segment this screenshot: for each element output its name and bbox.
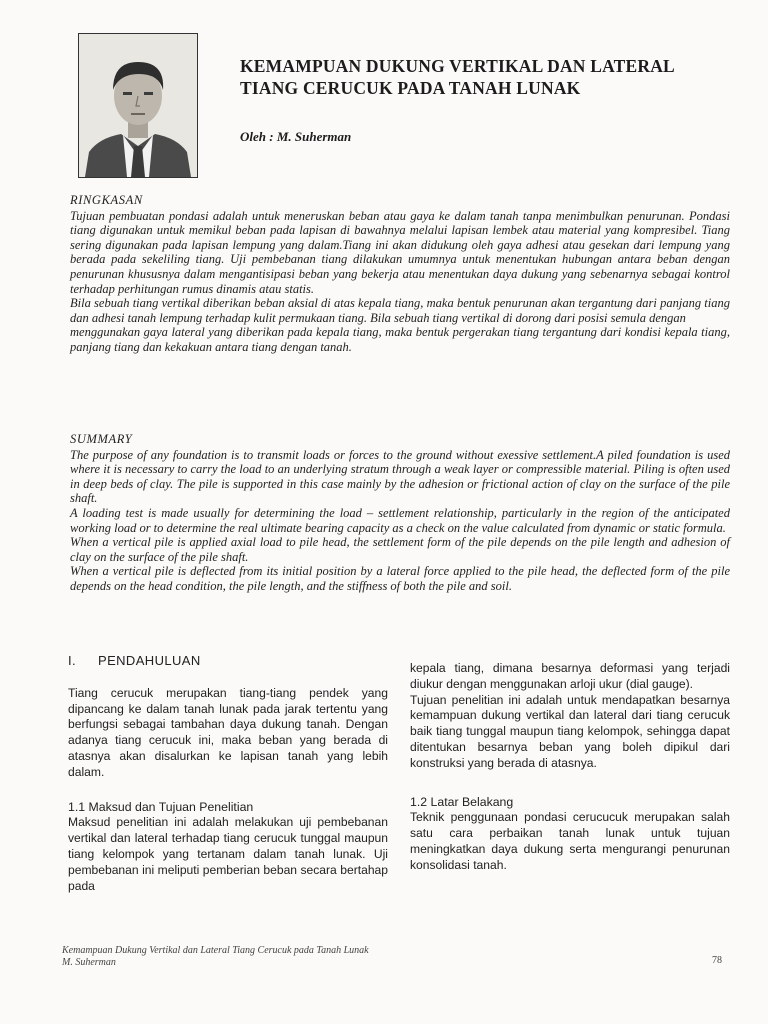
summary-heading: SUMMARY xyxy=(70,432,133,446)
ringkasan-paragraph-3: menggunakan gaya lateral yang diberikan pada kepala tiang, maka bentuk pergerakan tiang tergantung dari kondisi kepala tiang, panjang tiang dan kekakuan antara tiang dengan tanah. xyxy=(70,325,730,354)
ringkasan-paragraph-2: Bila sebuah tiang vertikal diberikan beban aksial di atas kepala tiang, maka bentuk penurunan akan tergantung dari panjang tiang dan adhesi tanah lempung terhadap kulit permukaan tiang. Bila sebuah tiang vertikal di dorong dari posisi semula dengan xyxy=(70,296,730,325)
ringkasan-abstract xyxy=(70,193,730,355)
subsection-1-text: Maksud penelitian ini adalah melakukan uji pembebanan vertikal dan lateral terhadap tiang cerucuk tunggal maupun tiang kelompok yang tertanam dalam tanah lunak. Uji pembebanan ini meliputi pemberian beban secara bertahap pada xyxy=(68,815,388,893)
title-line-2: TIANG CERUCUK PADA TANAH LUNAK xyxy=(240,78,581,98)
summary-paragraph-3: When a vertical pile is applied axial load to pile head, the settlement form of the pile depends on the pile length and adhesion of clay on the surface of the pile shaft. xyxy=(70,535,730,564)
continuation-paragraph: kepala tiang, dimana besarnya deformasi yang terjadi diukur dengan menggunakan arloji ukur (dial gauge). xyxy=(410,661,730,691)
ringkasan-paragraph-1: Tujuan pembuatan pondasi adalah untuk meneruskan beban atau gaya ke dalam tanah tanpa menimbulkan penurunan. Pondasi tiang digunakan untuk memikul beban pada lapisan di bawahnya melalui lapisan lembek atau material yang kompresibel. Tiang sering digunakan pada lapisan lempung yang dalam.Tiang ini akan didukung oleh gaya adhesi atau gesekan dari lempung yang berada pada sekeliling tiang. Uji pembebanan tiang dilakukan umumnya untuk menentukan hubungan antara beban dengan penurunan khususnya dalam mengantisipasi beban yang bekerja atau menentukan daya dukung yang sebenarnya sebagai kontrol terhadap perhitungan rumus dinamis atau statis. xyxy=(70,208,730,296)
page-footer xyxy=(62,945,722,969)
subsection-2-title: 1.2 Latar Belakang xyxy=(410,794,514,809)
author-line: Oleh : M. Suherman xyxy=(240,129,352,144)
section-heading xyxy=(68,653,388,669)
intro-paragraph: Tiang cerucuk merupakan tiang-tiang pendek yang dipancang ke dalam tanah lunak pada jarak tertentu yang berfungsi sebagai tambahan daya dukung tanah. Dengan adanya tiang cerucuk ini, maka beban yang berada di atasnya akan disalurkan ke lapisan tanah yang lebih dalam. xyxy=(68,685,388,779)
ringkasan-heading: RINGKASAN xyxy=(70,193,143,207)
section-title: PENDAHULUAN xyxy=(98,653,201,668)
page-number: 78 xyxy=(712,955,722,966)
footer-author: M. Suherman xyxy=(62,957,116,968)
right-column xyxy=(410,661,730,874)
summary-paragraph-4: When a vertical pile is deflected from its initial position by a lateral force applied to the pile head, the deflected form of the pile depends on the head condition, the pile length, and the stiffness of both the pile and soil. xyxy=(70,564,730,593)
footer-running-title: Kemampuan Dukung Vertikal dan Lateral Tiang Cerucuk pada Tanah Lunak xyxy=(62,945,369,956)
objective-paragraph: Tujuan penelitian ini adalah untuk mendapatkan besarnya kemampuan dukung vertikal dan lateral dari tiang cerucuk baik tiang tunggal maupun tiang kelompok, sehingga dapat ditentukan besarnya beban yang boleh dipikul dari konstruksi yang berada di atasnya. xyxy=(410,692,730,770)
author-photo xyxy=(78,33,198,178)
summary-abstract xyxy=(70,432,730,594)
left-column xyxy=(68,653,388,894)
summary-paragraph-2: A loading test is made usually for determining the load – settlement relationship, particularly in the region of the anticipated working load or to determine the real ultimate bearing capacity as a check on the value calculated from dynamic or static formula. xyxy=(70,505,730,535)
subsection-1-title: 1.1 Maksud dan Tujuan Penelitian xyxy=(68,799,254,814)
title-line-1: KEMAMPUAN DUKUNG VERTIKAL DAN LATERAL xyxy=(240,56,675,76)
paper-title xyxy=(240,55,740,99)
section-number: I. xyxy=(68,653,77,668)
summary-paragraph-1: The purpose of any foundation is to transmit loads or forces to the ground without exessive settlement.A piled foundation is used where it is necessary to carry the load to an underlying stratum through a weak layer or compressible material. Piling is often used in deep beds of clay. The pile is supported in this case mainly by the adhesion or frictional action of clay on the surface of the pile shaft. xyxy=(70,447,730,506)
subsection-2-text: Teknik penggunaan pondasi cerucucuk merupakan salah satu cara perbaikan tanah lunak untuk tujuan meningkatkan daya dukung serta mengurangi penurunan konsolidasi tanah. xyxy=(410,810,730,872)
